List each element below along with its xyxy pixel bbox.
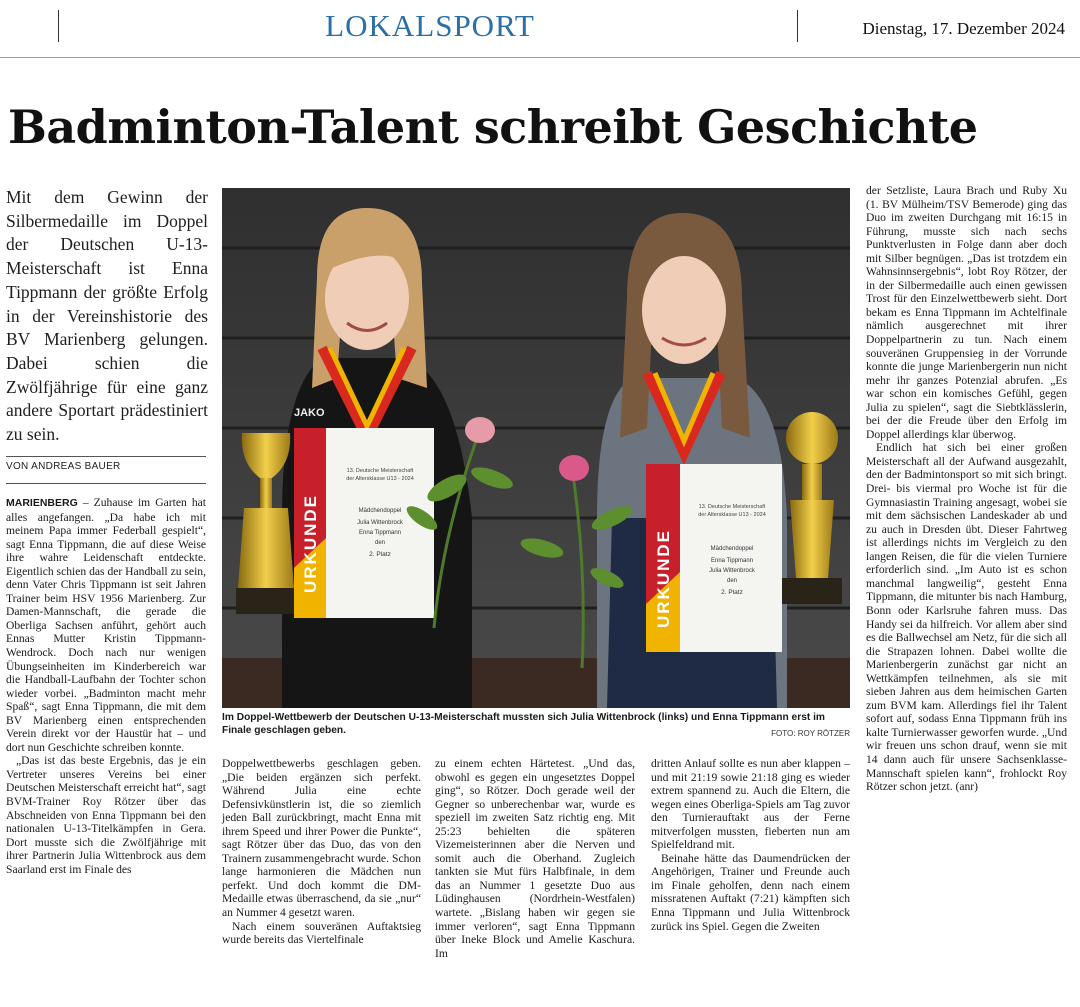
column-1 bbox=[6, 496, 206, 876]
column-5-paragraph-1: der Setzliste, Laura Brach und Ruby Xu (1. BV Mülheim/TSV Bemerode) ging das Duo im zweiten Durchgang mit 16:15 in Führung, musste sich nach sechs Punktverlusten in Folge dann aber doch mit Silber begnügen. „Das ist trotzdem ein Wahnsinnsergebnis“, lobt Roy Rötzer, der in der Silbermedaille auch einen gewissen Trost für den Einzelwettbewerb sieht. Dort bekam es Enna Tippmann im Achtelfinale nämlich ausgerechnet mit ihrer Doppelpartnerin zu tun. Nach einem souveränen Gruppensieg in der Vorrunde konnte die junge Marienbergerin nun nicht mehr ihr ganzes Potenzial abrufen. „Es war schon ein komisches Gefühl, gegen Julia zu spielen“, sagt die Siebtklässlerin, bei der die Freude über den Erfolg im Doppel allerdings klar überwog. bbox=[866, 184, 1067, 441]
certificate-right-line1: 13. Deutsche Meisterschaft bbox=[698, 504, 766, 510]
column-4 bbox=[651, 757, 850, 933]
header-divider-right bbox=[797, 10, 798, 42]
certificate-left-prep: den bbox=[374, 540, 386, 546]
column-2-paragraph-1: Doppelwettbewerbs geschlagen geben. „Die beiden ergänzen sich perfekt. Während Julia eine echte Defensivkünstlerin ist, die so ziemlich jeden Ball zurückbringt, macht Enna mit ihrem Speed und ihrer Power die Punkte“, sagt Rötzer über das Duo, das von den Trainern zusammengebracht wurde. Schon lange harmonieren die Mädchen nun perfekt. Und doch kommt die DM-Medaille etwas überraschend, da sie „nur“ an Nummer 4 gesetzt waren. bbox=[222, 757, 421, 920]
certificate-right-place: 2. Platz bbox=[721, 589, 743, 596]
certificate-left-place: 2. Platz bbox=[369, 551, 391, 558]
photo-caption: Im Doppel-Wettbewerb der Deutschen U-13-Meisterschaft mussten sich Julia Wittenbrock (links) und Enna Tippmann erst im Finale geschlagen geben. bbox=[222, 712, 825, 736]
header-rule bbox=[0, 57, 1080, 58]
photo-illustration bbox=[222, 188, 850, 708]
issue-date: Dienstag, 17. Dezember 2024 bbox=[862, 19, 1065, 38]
section-title: LOKALSPORT bbox=[325, 8, 535, 43]
photo-credit: FOTO: ROY RÖTZER bbox=[771, 729, 850, 738]
byline-rule-bottom bbox=[6, 483, 206, 484]
paragraph-text: – Zuhause im Garten hat alles angefangen. „Da habe ich mit meinem Papa immer Federball gespielt“, sagt Enna Tippmann, die auf diese Weise ihre wahre Leidenschaft entdeckte. Eigentlich schien das der Handball zu sein, denn Vater Chris Tippmann ist seit Jahren Trainer beim HSV 1956 Marienberg. Zur Damen-Mannschaft, die gerade die Oberliga Sachsen anführt, gehört auch Ennas Mutter Kristin Tippmann-Wendrock. Doch nach nur wenigen Übungseinheiten im Kinderbereich war die Handball-Laufbahn der Tochter schon wieder vorbei. „Badminton macht mehr Spaß“, sagt Enna Tippmann, die mit dem BV Marienberg einen entsprechenden Verein direkt vor der Haustür hat – und dort nun Geschichte schreiben konnte. bbox=[6, 496, 206, 754]
column-5-paragraph-2: Endlich hat sich bei einer großen Meisterschaft all der Aufwand ausgezahlt, den der Badmintonsport so mit sich bringt. Drei- bis viermal pro Woche ist für die Gymnasiastin Training angesagt, wobei sie mit dem sächsischen Landeskader ab und zu auch in Dresden übt. Dieser Fahrtweg ist allerdings nichts im Vergleich zu den langen Reisen, die für die vielen Turniere erforderlich sind. „Im Auto ist es schon manchmal langweilig“, gesteht Enna Tippmann, die mitunter bis nach Hamburg, Bonn oder Karlsruhe fahren muss. Das Handy sei da hilfreich. Vor allem aber sind es die Ballwechsel am Netz, für die sich all die Strapazen lohnen. Dabei wollte die Marienbergerin zunächst gar nicht an Wettkämpfen teilnehmen, als sie mit sieben Jahren aus dem heimischen Garten zum BVM kam. Allerdings fiel ihr Talent sofort auf, sodass Enna Tippmann früh ins kalte Turnierwasser geworfen wurde. „Und wir freuen uns schon drauf, wenn sie mit 14 dann auch für unsere Sachsenklasse-Mannschaft spielen kann“, frohlockt Roy Rötzer schon jetzt. (anr) bbox=[866, 441, 1067, 794]
column-4-paragraph-1: dritten Anlauf sollte es nun aber klappen – und mit 21:19 sowie 21:18 ging es wieder extrem spannend zu. Auch die Eltern, die wegen eines Oberliga-Spiels am Tag zuvor den Turnierauftakt aus der Ferne mitverfolgen mussten, fieberten nun am Spielfeldrand mit. bbox=[651, 757, 850, 852]
certificate-left-names1: Julia Wittenbrock bbox=[357, 520, 403, 526]
article-photo bbox=[222, 188, 850, 708]
certificate-right-names2: Julia Wittenbrock bbox=[709, 568, 755, 574]
column-3 bbox=[435, 757, 635, 960]
jacket-text: JAKO bbox=[294, 407, 325, 419]
column-1-paragraph-2: „Das ist das beste Ergebnis, das je ein Vertreter unseres Vereins bei einer Deutschen Meisterschaft erreicht hat“, sagt BVM-Trainer Roy Rötzer über das Abschneiden von Enna Tippmann bei den nationalen U-13-Titelkämpfen in Gera. Dort musste sich die Zwölfjährige mit ihrer Partnerin Julia Wittenbrock aus dem Saarland erst im Finale des bbox=[6, 754, 206, 876]
headline: Badminton-Talent schreibt Geschichte bbox=[8, 100, 978, 154]
certificate-right-prep: den bbox=[726, 578, 738, 584]
certificate-right-event: Mädchendoppel bbox=[710, 546, 754, 552]
byline-rule bbox=[6, 456, 206, 457]
certificate-left bbox=[294, 428, 434, 618]
urkunde-label-left: URKUNDE bbox=[301, 494, 320, 593]
certificate-left-event: Mädchendoppel bbox=[358, 508, 402, 514]
certificate-right bbox=[646, 464, 782, 652]
intro-text bbox=[6, 186, 208, 447]
certificate-left-names2: Enna Tippmann bbox=[358, 530, 402, 536]
certificate-left-line2: der Altersklasse U13 - 2024 bbox=[346, 476, 414, 482]
column-1-paragraph-1 bbox=[6, 496, 206, 754]
column-5 bbox=[866, 184, 1067, 794]
column-4-paragraph-2: Beinahe hätte das Daumendrücken der Angehörigen, Trainer und Freunde auch im Finale geholfen, denn nach einem missratenen Auftakt (7:21) kämpften sich Enna Tippmann und Julia Wittenbrock zurück ins Spiel. Gegen die Zweiten bbox=[651, 851, 850, 933]
intro-paragraph: Mit dem Gewinn der Silbermedaille im Doppel der Deutschen U-13-Meisterschaft ist Enna Tippmann der größte Erfolg in der Vereinshistorie des BV Marienberg gelungen. Dabei schien die Zwölfjährige für eine ganz andere Sportart prädestiniert zu sein. bbox=[6, 187, 208, 445]
byline: VON ANDREAS BAUER bbox=[6, 461, 121, 472]
column-2-paragraph-2: Nach einem souveränen Auftaktsieg wurde bereits das Viertelfinale bbox=[222, 919, 421, 947]
column-3-paragraph-1: zu einem echten Härtetest. „Und das, obwohl es gegen ein ungesetztes Doppel ging“, so Rötzer. Doch gerade weil der Gegner so unberechenbar war, wurde es speziell im zweiten Satz richtig eng. Mit 25:23 behielten die späteren Vizemeisterinnen aber die Nerven und somit auch die Oberhand. Zugleich tankten sie Mut fürs Halbfinale, in dem das an Nummer 1 gesetzte Duo aus Lüdinghausen (Nordrhein-Westfalen) wartete. „Bislang haben wir gegen sie immer verloren“, sagt Enna Tippmann über Ineke Block und Amelie Kaschura. Im bbox=[435, 757, 635, 960]
column-2 bbox=[222, 757, 421, 947]
certificate-right-names1: Enna Tippmann bbox=[710, 558, 754, 564]
certificate-right-line2: der Altersklasse U13 - 2024 bbox=[698, 512, 766, 518]
certificate-left-line1: 13. Deutsche Meisterschaft bbox=[346, 468, 414, 474]
dateline: MARIENBERG bbox=[6, 497, 78, 509]
urkunde-label-right: URKUNDE bbox=[654, 529, 673, 628]
